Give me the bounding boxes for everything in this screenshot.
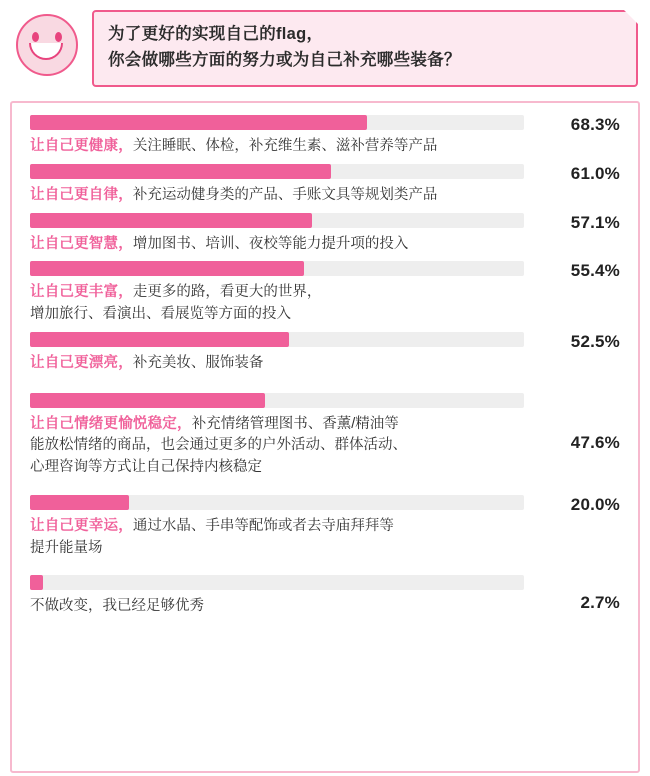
bar-fill (30, 164, 331, 179)
bar-description (30, 353, 590, 375)
bar-category-label: 让自己更丰富， (30, 284, 133, 301)
bar-track (30, 213, 524, 228)
bar-value-label: 52.5% (570, 331, 620, 351)
bar-description (30, 185, 590, 207)
bar-description (30, 414, 590, 479)
bar-track (30, 164, 524, 179)
bar-category-label: 让自己更自律， (30, 186, 133, 203)
bar-category-label: 让自己情绪更愉悦稳定， (30, 415, 192, 432)
bar-detail-text-line2: 提升能量场 (30, 539, 103, 556)
bar-detail-text: 补充情绪管理图书、香薰/精油等 (191, 415, 399, 432)
bar-track (30, 115, 524, 130)
bar-detail-text-line3: 心理咨询等方式让自己保持内核稳定 (30, 459, 262, 476)
bar-category-label: 让自己更漂亮， (30, 354, 133, 371)
bar-track (30, 495, 524, 510)
bar-description (30, 282, 590, 326)
bar-value-label: 2.7% (580, 593, 620, 613)
bar-value-label: 55.4% (570, 261, 620, 281)
corner-fold-decoration (624, 10, 638, 24)
bar-track (30, 393, 524, 408)
bar-track (30, 332, 524, 347)
chart-row (30, 213, 620, 256)
chart-row (30, 393, 620, 479)
smiley-eye-right (55, 32, 62, 42)
bar-fill (30, 495, 129, 510)
bar-fill (30, 261, 304, 276)
bar-detail-text: 通过水晶、手串等配饰或者去寺庙拜拜等 (132, 517, 394, 534)
chart-row (30, 115, 620, 158)
chart-row (30, 261, 620, 326)
question-title-line-2: 你会做哪些方面的努力或为自己补充哪些装备？ (108, 50, 461, 69)
bar-description (30, 516, 590, 560)
smiley-face-icon (16, 14, 78, 76)
bar-detail-text: 增加图书、培训、夜校等能力提升项的投入 (132, 235, 409, 252)
chart-row (30, 575, 620, 618)
bar-description (30, 136, 590, 158)
chart-row (30, 332, 620, 375)
bar-track (30, 575, 524, 590)
bar-category-label: 让自己更幸运， (30, 517, 133, 534)
bar-value-label: 57.1% (570, 212, 620, 232)
bar-detail-text: 补充运动健身类的产品、手账文具等规划类产品 (132, 186, 438, 203)
question-title-line-1: 为了更好的实现自己的flag， (108, 25, 324, 43)
bar-value-label: 20.0% (570, 494, 620, 514)
bar-fill (30, 115, 367, 130)
chart-row (30, 164, 620, 207)
bar-detail-text: 走更多的路，看更大的世界， (132, 284, 322, 301)
bar-description (30, 596, 590, 618)
bar-description (30, 234, 590, 256)
question-title-box (92, 10, 638, 87)
bar-value-label: 61.0% (570, 163, 620, 183)
bar-detail-text-line2: 能放松情绪的商品，也会通过更多的户外活动、群体活动、 (30, 437, 407, 454)
bar-detail-text: 我已经足够优秀 (102, 598, 204, 615)
bar-category-label: 不做改变， (30, 598, 103, 615)
bar-fill (30, 393, 265, 408)
bar-category-label: 让自己更智慧， (30, 235, 133, 252)
bar-fill (30, 213, 312, 228)
smiley-eye-left (32, 32, 39, 42)
bar-detail-text: 关注睡眠、体检，补充维生素、滋补营养等产品 (132, 138, 438, 155)
bar-value-label: 68.3% (570, 115, 620, 135)
bar-detail-text-line2: 增加旅行、看演出、看展览等方面的投入 (30, 306, 291, 323)
bar-fill (30, 332, 289, 347)
header (0, 0, 650, 93)
bar-value-label: 47.6% (570, 432, 620, 452)
chart-row (30, 495, 620, 560)
bar-fill (30, 575, 43, 590)
smiley-mouth (29, 43, 63, 60)
bar-category-label: 让自己更健康， (30, 138, 133, 155)
chart-panel (10, 101, 640, 773)
bar-track (30, 261, 524, 276)
bar-detail-text: 补充美妆、服饰装备 (132, 354, 264, 371)
